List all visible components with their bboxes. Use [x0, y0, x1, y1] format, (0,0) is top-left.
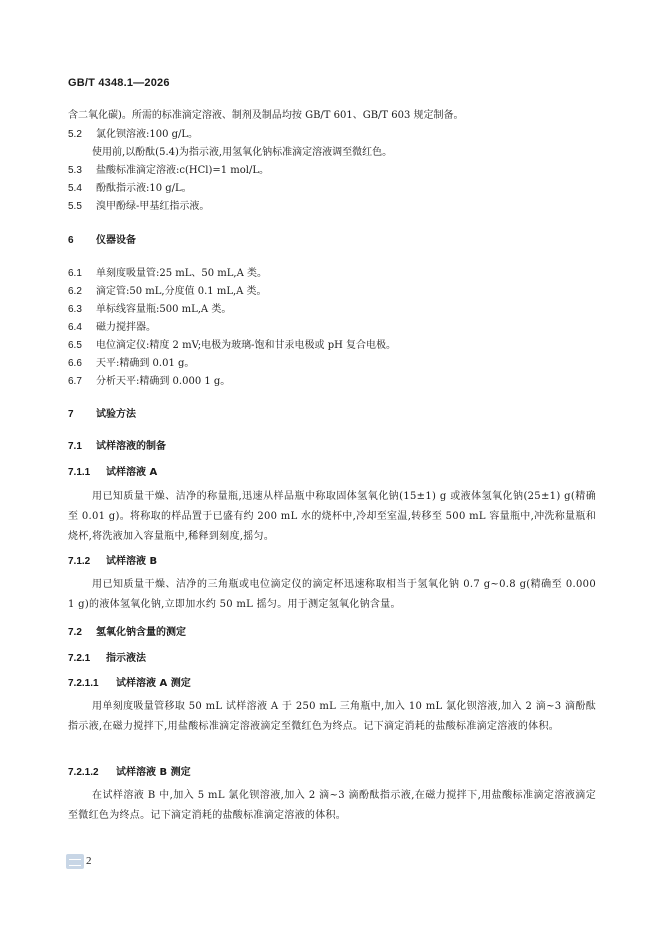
clause-number: 6.1: [68, 268, 82, 279]
reagent-5-2: [68, 128, 198, 141]
paragraph-7-1-1: 用已知质量干燥、洁净的称量瓶,迅速从样品瓶中称取固体氢氧化钠(15±1) g 或液体氢氧化钠(25±1) g(精确至 0.01 g)。将称取的样品置于已盛有约 200 mL 水的烧杯中,冷却至室温,转移至 500 mL 容量瓶中,冲洗称量瓶和烧杯,将洗液加入容量瓶中,稀释到刻度,摇匀。: [68, 491, 596, 542]
clause-text: 滴定管:50 mL,分度值 0.1 mL,A 类。: [96, 286, 267, 297]
section-title: 试样溶液的制备: [96, 441, 166, 452]
section-7-1-1-heading: [68, 466, 157, 479]
clause-text: 分析天平:精确到 0.000 1 g。: [96, 376, 231, 387]
equipment-6-4: [68, 321, 156, 334]
clause-number: 6.5: [68, 340, 82, 351]
clause-number: 6.4: [68, 322, 82, 333]
section-6-heading: [68, 234, 136, 247]
clause-number: 5.5: [68, 201, 82, 212]
paragraph-7-2-1-2: 在试样溶液 B 中,加入 5 mL 氯化钡溶液,加入 2 滴~3 滴酚酞指示液,在磁力搅拌下,用盐酸标准滴定溶液滴定至微红色为终点。记下滴定消耗的盐酸标准滴定溶液的体积。: [68, 790, 596, 821]
reagent-5-4: [68, 182, 192, 195]
clause-number: 5.4: [68, 183, 82, 194]
paragraph-7-2-1-1: 用单刻度吸量管移取 50 mL 试样溶液 A 于 250 mL 三角瓶中,加入 10 mL 氯化钡溶液,加入 2 滴~3 滴酚酞指示液,在磁力搅拌下,用盐酸标准滴定溶液滴定至微红色为终点。记下滴定消耗的盐酸标准滴定溶液的体积。: [68, 701, 596, 732]
section-title: 氢氧化钠含量的测定: [96, 627, 186, 638]
section-number: 7.2.1.2: [68, 767, 99, 778]
section-number: 7.1.1: [68, 467, 91, 478]
section-7-2-1-heading: [68, 652, 146, 665]
equipment-6-1: [68, 267, 267, 280]
intro-line: 含二氧化碳)。所需的标准滴定溶液、制剂及制品均按 GB/T 601、GB/T 603 规定制备。: [68, 110, 464, 121]
section-number: 6: [68, 235, 74, 246]
section-title: 指示液法: [106, 653, 146, 664]
clause-text: 氯化钡溶液:100 g/L。: [96, 129, 199, 140]
section-number: 7.1.2: [68, 556, 91, 567]
section-number: 7.2.1.1: [68, 678, 99, 689]
section-number: 7.2.1: [68, 653, 91, 664]
clause-number: 5.3: [68, 165, 82, 176]
equipment-6-5: [68, 339, 396, 352]
page-number: 2: [86, 855, 92, 867]
reagent-5-3: [68, 164, 269, 177]
standard-code: GB/T 4348.1—2026: [68, 77, 170, 89]
section-7-1-2-heading: [68, 555, 157, 568]
section-number: 7: [68, 409, 74, 420]
clause-text: 磁力搅拌器。: [96, 322, 156, 333]
paragraph-7-1-2: 用已知质量干燥、洁净的三角瓶或电位滴定仪的滴定杯迅速称取相当于氢氧化钠 0.7 g~0.8 g(精确至 0.000 1 g)的液体氢氧化钠,立即加水约 50 mL 摇匀。用于测定氢氧化钠含量。: [68, 579, 596, 610]
page-footer: [66, 852, 92, 870]
reagent-5-5: [68, 200, 209, 213]
clause-number: 6.7: [68, 376, 82, 387]
section-title: 试样溶液 B: [106, 556, 158, 567]
clause-number: 5.2: [68, 129, 82, 140]
reagent-5-2-note: 使用前,以酚酞(5.4)为指示液,用氢氧化钠标准滴定溶液调至微红色。: [92, 147, 393, 158]
clause-number: 6.2: [68, 286, 82, 297]
clause-number: 6.3: [68, 304, 82, 315]
section-7-1-heading: [68, 440, 166, 453]
clause-text: 单标线容量瓶:500 mL,A 类。: [96, 304, 232, 315]
section-title: 试样溶液 A 测定: [116, 678, 191, 689]
clause-text: 电位滴定仪:精度 2 mV;电极为玻璃-饱和甘汞电极或 pH 复合电极。: [96, 340, 397, 351]
section-title: 试样溶液 B 测定: [116, 767, 191, 778]
section-title: 仪器设备: [96, 235, 136, 246]
clause-text: 酚酞指示液:10 g/L。: [96, 183, 192, 194]
clause-number: 6.6: [68, 358, 82, 369]
clause-text: 单刻度吸量管:25 mL、50 mL,A 类。: [96, 268, 268, 279]
section-7-2-1-1-heading: [68, 677, 191, 690]
equipment-6-7: [68, 375, 230, 388]
publisher-logo-icon: [66, 854, 84, 869]
section-number: 7.2: [68, 627, 82, 638]
clause-text: 溴甲酚绿-甲基红指示液。: [96, 201, 210, 212]
equipment-6-2: [68, 285, 267, 298]
section-title: 试样溶液 A: [106, 467, 158, 478]
section-7-2-1-2-heading: [68, 766, 191, 779]
equipment-6-6: [68, 357, 194, 370]
section-number: 7.1: [68, 441, 82, 452]
section-title: 试验方法: [96, 409, 136, 420]
section-7-heading: [68, 408, 136, 421]
clause-text: 天平:精确到 0.01 g。: [96, 358, 195, 369]
clause-text: 盐酸标准滴定溶液:c(HCl)=1 mol/L。: [96, 165, 269, 176]
equipment-6-3: [68, 303, 231, 316]
section-7-2-heading: [68, 626, 186, 639]
